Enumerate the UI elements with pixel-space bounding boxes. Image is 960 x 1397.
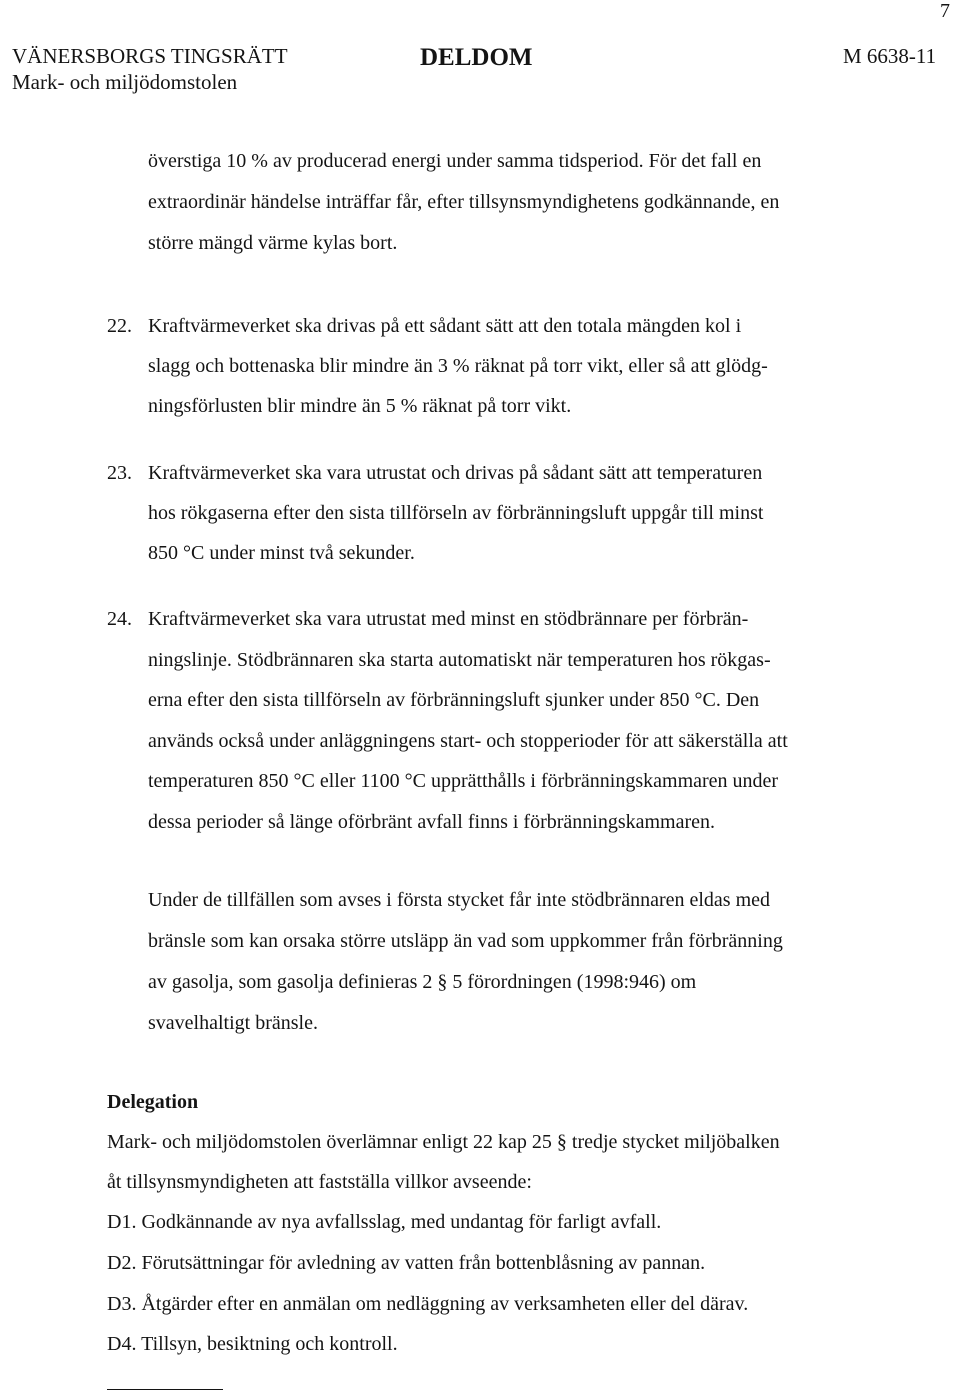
text-line: Under de tillfällen som avses i första stycket får inte stödbrännaren eldas med (148, 889, 771, 911)
text-line: överstiga 10 % av producerad energi under samma tidsperiod. För det fall en (148, 150, 762, 172)
text-line: dessa perioder så länge oförbränt avfall finns i förbränningskammaren. (148, 811, 716, 833)
text-line: Kraftvärmeverket ska vara utrustat och drivas på sådant sätt att temperaturen (148, 462, 763, 484)
text-line: temperaturen 850 °C eller 1100 °C upprätthålls i förbränningskammaren under (148, 770, 779, 792)
text-line: åt tillsynsmyndigheten att fastställa villkor avseende: (107, 1171, 532, 1193)
delegation-item: D4. Tillsyn, besiktning och kontroll. (107, 1333, 398, 1355)
case-number: M 6638-11 (843, 44, 937, 68)
text-line: ningsförlusten blir mindre än 5 % räknat på torr vikt. (148, 395, 572, 417)
delegation-heading: Delegation (107, 1091, 199, 1113)
court-name: VÄNERSBORGS TINGSRÄTT (12, 44, 288, 68)
text-line: Kraftvärmeverket ska vara utrustat med minst en stödbrännare per förbrän- (148, 608, 749, 630)
text-line: ningslinje. Stödbrännaren ska starta automatiskt när temperaturen hos rökgas- (148, 649, 771, 671)
text-line: används också under anläggningens start- och stopperioder för att säkerställa att (148, 730, 788, 752)
text-line: erna efter den sista tillförseln av förbränningsluft sjunker under 850 °C. Den (148, 689, 760, 711)
text-line: svavelhaltigt bränsle. (148, 1012, 318, 1034)
condition-number: 23. (107, 462, 132, 484)
condition-number: 22. (107, 315, 132, 337)
text-line: slagg och bottenaska blir mindre än 3 % räknat på torr vikt, eller så att glödg- (148, 355, 768, 377)
text-line: av gasolja, som gasolja definieras 2 § 5 förordningen (1998:946) om (148, 971, 697, 993)
court-division: Mark- och miljödomstolen (12, 70, 238, 94)
delegation-item: D1. Godkännande av nya avfallsslag, med undantag för farligt avfall. (107, 1211, 662, 1233)
condition-number: 24. (107, 608, 132, 630)
document-type: DELDOM (420, 44, 533, 71)
text-line: extraordinär händelse inträffar får, efter tillsynsmyndighetens godkännande, en (148, 191, 780, 213)
page-number: 7 (940, 0, 950, 22)
text-line: hos rökgaserna efter den sista tillförseln av förbränningsluft uppgår till minst (148, 502, 764, 524)
delegation-item: D2. Förutsättningar för avledning av vatten från bottenblåsning av pannan. (107, 1252, 706, 1274)
text-line: större mängd värme kylas bort. (148, 232, 398, 254)
delegation-item: D3. Åtgärder efter en anmälan om nedläggning av verksamheten eller del därav. (107, 1293, 749, 1315)
text-line: 850 °C under minst två sekunder. (148, 542, 415, 564)
footnote-separator (107, 1389, 223, 1390)
text-line: Kraftvärmeverket ska drivas på ett sådant sätt att den totala mängden kol i (148, 315, 742, 337)
text-line: bränsle som kan orsaka större utsläpp än vad som uppkommer från förbränning (148, 930, 783, 952)
text-line: Mark- och miljödomstolen överlämnar enligt 22 kap 25 § tredje stycket miljöbalken (107, 1131, 780, 1153)
